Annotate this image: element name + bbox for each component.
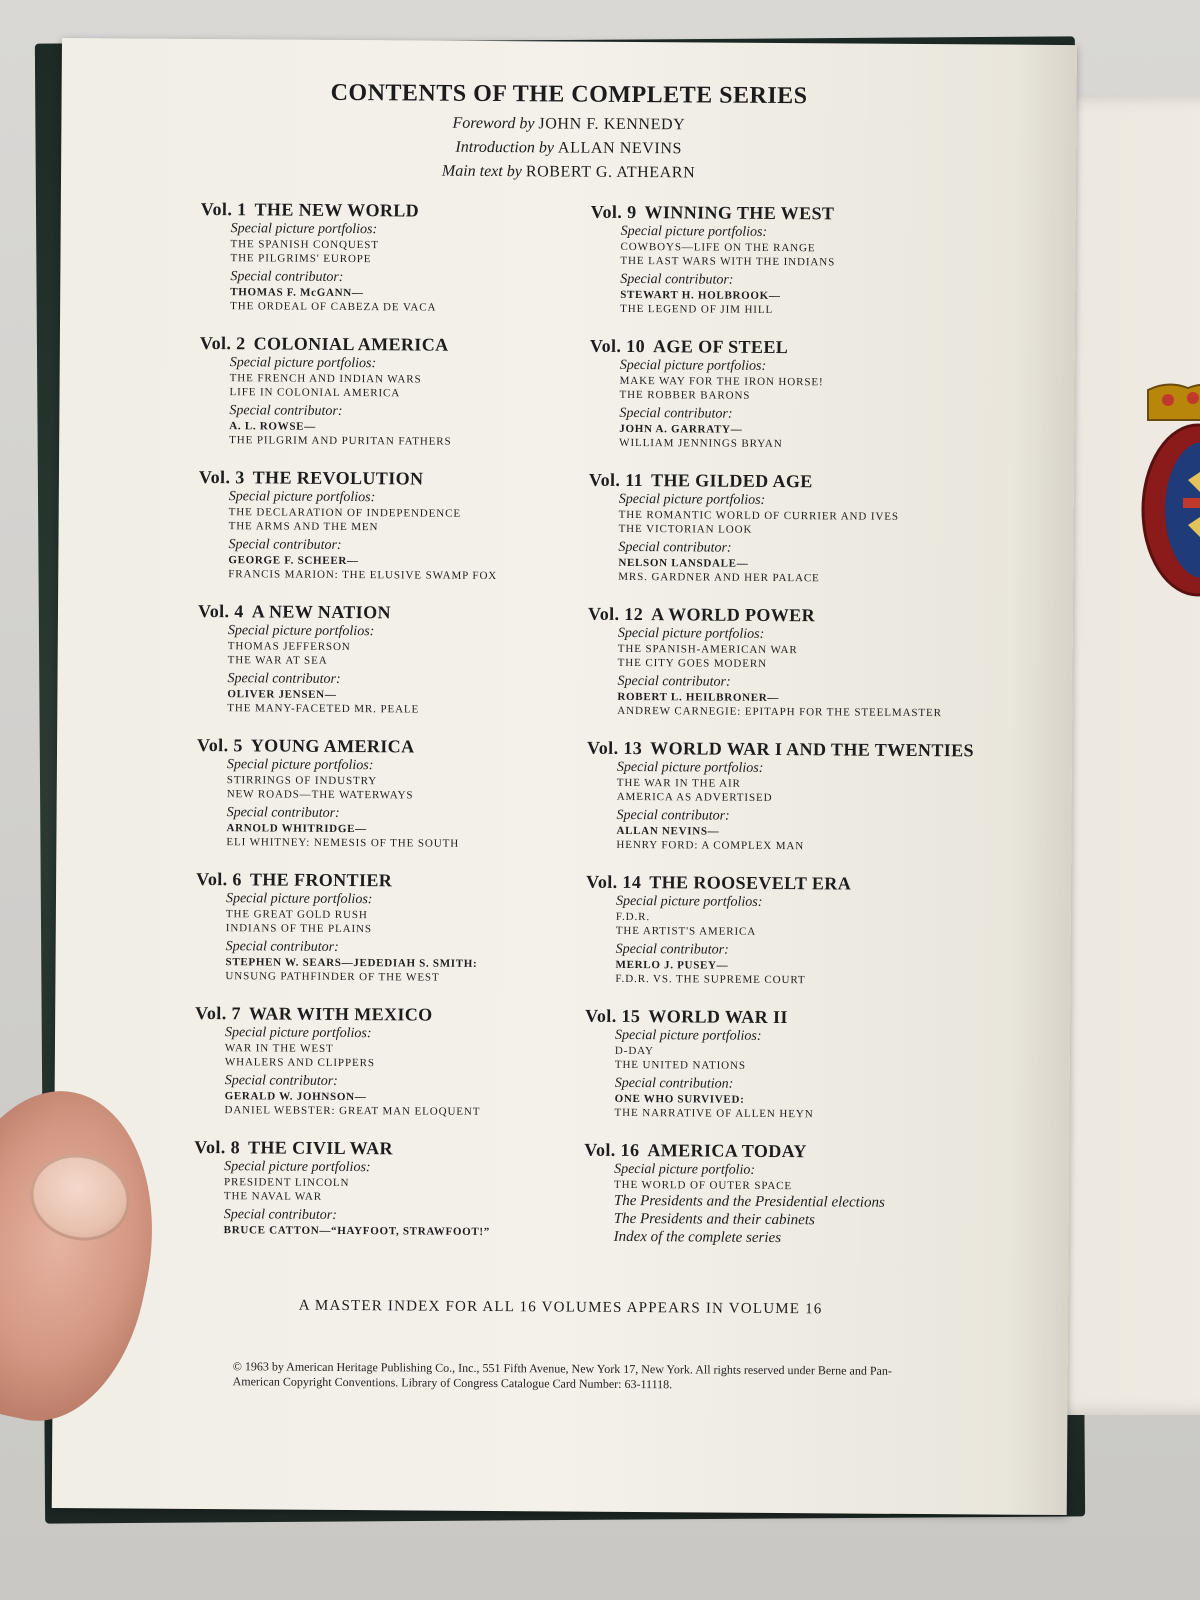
volume-entry xyxy=(194,1137,615,1240)
contributor-title: WILLIAM JENNINGS BRYAN xyxy=(619,436,783,451)
contributor-title: UNSUNG PATHFINDER OF THE WEST xyxy=(225,970,440,984)
portfolio-item: INDIANS OF THE PLAINS xyxy=(225,922,372,936)
volume-entry xyxy=(194,1003,615,1120)
contributor-title: THE MANY-FACETED MR. PEALE xyxy=(227,702,420,716)
volume-entry xyxy=(588,470,989,587)
portfolio-item: THE WORLD OF OUTER SPACE xyxy=(613,1178,793,1193)
volume-heading: Vol. 12 A WORLD POWER xyxy=(587,603,816,626)
portfolio-item: THE WAR AT SEA xyxy=(227,654,328,667)
portfolio-item: MAKE WAY FOR THE IRON HORSE! xyxy=(619,374,824,389)
contributor-name: MERLO J. PUSEY— xyxy=(615,958,729,972)
contributor-name: STEWART H. HOLBROOK— xyxy=(620,288,781,303)
contributor-label: Special contributor: xyxy=(227,671,341,687)
volume-heading: Vol. 1 THE NEW WORLD xyxy=(200,198,420,221)
page-title: CONTENTS OF THE COMPLETE SERIES xyxy=(330,79,808,110)
contributor-title: THE LEGEND OF JIM HILL xyxy=(620,302,774,316)
contributor-name: ALLAN NEVINS— xyxy=(616,824,720,838)
portfolio-label: Special picture portfolios: xyxy=(228,489,376,506)
contributor-name: NELSON LANSDALE— xyxy=(618,556,749,570)
volume-entry xyxy=(198,467,619,584)
coat-of-arms-icon xyxy=(1128,380,1200,600)
portfolio-item: STIRRINGS OF INDUSTRY xyxy=(226,774,378,788)
right-column xyxy=(583,202,990,1269)
portfolio-label: Special picture portfolios: xyxy=(227,623,375,640)
contributor-name: ROBERT L. HEILBRONER— xyxy=(617,690,780,705)
contributor-label: Special contributor: xyxy=(619,405,733,422)
contributor-title: F.D.R. VS. THE SUPREME COURT xyxy=(615,972,806,987)
contributor-name: A. L. ROWSE— xyxy=(229,420,316,433)
volume-entry xyxy=(199,333,620,450)
volume-heading: Vol. 14 THE ROOSEVELT ERA xyxy=(586,871,852,894)
contributor-name: OLIVER JENSEN— xyxy=(227,688,337,701)
introduction-credit: Introduction by ALLAN NEVINS xyxy=(455,138,683,158)
contributor-title: HENRY FORD: A COMPLEX MAN xyxy=(616,838,805,853)
volume-entry xyxy=(587,604,988,721)
portfolio-item: THE CITY GOES MODERN xyxy=(617,656,767,670)
volume-heading: Vol. 2 COLONIAL AMERICA xyxy=(199,332,449,355)
contributor-label: Special contribution: xyxy=(614,1075,734,1092)
volume-heading: Vol. 4 A NEW NATION xyxy=(197,600,391,623)
volume-heading: Vol. 15 WORLD WAR II xyxy=(585,1005,788,1028)
contributor-title: THE NARRATIVE OF ALLEN HEYN xyxy=(614,1106,814,1121)
portfolio-item: THE SPANISH-AMERICAN WAR xyxy=(617,642,798,657)
contributor-title: DANIEL WEBSTER: GREAT MAN ELOQUENT xyxy=(224,1104,481,1118)
contributor-label: Special contributor: xyxy=(618,539,732,556)
portfolio-label: Special picture portfolios: xyxy=(618,491,766,508)
portfolio-label: Special picture portfolios: xyxy=(617,625,765,642)
portfolio-item: THE PILGRIMS' EUROPE xyxy=(230,252,372,266)
contributor-name: BRUCE CATTON—“HAYFOOT, STRAWFOOT!” xyxy=(223,1224,491,1239)
portfolio-label: Special picture portfolios: xyxy=(224,1159,371,1176)
portfolio-label: Special picture portfolios: xyxy=(225,891,373,908)
portfolio-item: AMERICA AS ADVERTISED xyxy=(616,790,773,804)
volume-entry xyxy=(200,199,621,316)
page-header xyxy=(61,78,1077,188)
foreword-credit: Foreword by JOHN F. KENNEDY xyxy=(452,114,686,134)
contributor-label: Special contributor: xyxy=(620,271,734,288)
portfolio-label: Special picture portfolios: xyxy=(225,1025,372,1042)
portfolio-item: THE LAST WARS WITH THE INDIANS xyxy=(620,254,836,269)
portfolio-item: THE ARTIST'S AMERICA xyxy=(615,924,757,938)
left-column xyxy=(193,199,620,1260)
portfolio-item: F.D.R. xyxy=(615,910,651,924)
contributor-label: Special contributor: xyxy=(230,269,344,285)
contributor-title: FRANCIS MARION: THE ELUSIVE SWAMP FOX xyxy=(228,568,498,583)
volume-heading: Vol. 3 THE REVOLUTION xyxy=(198,466,424,489)
portfolio-label: Special picture portfolio: xyxy=(614,1161,756,1178)
contributor-name: ARNOLD WHITRIDGE— xyxy=(226,822,367,836)
volume-heading: Vol. 5 YOUNG AMERICA xyxy=(196,734,415,757)
contributor-title: ANDREW CARNEGIE: EPITAPH FOR THE STEELMASTER xyxy=(617,704,942,720)
contributor-label: Special contributor: xyxy=(616,807,730,824)
portfolio-item: THE FRENCH AND INDIAN WARS xyxy=(229,372,422,386)
portfolio-item: THE ROMANTIC WORLD OF CURRIER AND IVES xyxy=(618,508,900,523)
contributor-title: THE ORDEAL OF CABEZA DE VACA xyxy=(230,300,437,314)
contributor-label: Special contributor: xyxy=(615,941,729,958)
portfolio-label: Special picture portfolios: xyxy=(226,757,374,774)
contributor-label: Special contributor: xyxy=(229,403,343,419)
portfolio-item: THE DECLARATION OF INDEPENDENCE xyxy=(228,506,462,520)
contributor-title: ELI WHITNEY: NEMESIS OF THE SOUTH xyxy=(226,836,460,850)
main-text-credit: Main text by ROBERT G. ATHEARN xyxy=(441,162,696,182)
portfolio-label: Special picture portfolios: xyxy=(615,893,763,910)
portfolio-label: Special picture portfolios: xyxy=(229,355,377,372)
volume-entry xyxy=(589,336,990,453)
volume-heading: Vol. 16 AMERICA TODAY xyxy=(584,1139,807,1162)
volume-entry xyxy=(197,601,618,718)
volume-heading: Vol. 9 WINNING THE WEST xyxy=(590,201,835,224)
volume-heading: Vol. 6 THE FRONTIER xyxy=(196,868,393,891)
volume-heading: Vol. 11 THE GILDED AGE xyxy=(588,469,813,492)
portfolio-item: COWBOYS—LIFE ON THE RANGE xyxy=(620,240,816,255)
portfolio-item: THE ARMS AND THE MEN xyxy=(228,520,379,534)
contributor-label: Special contributor: xyxy=(223,1207,337,1223)
contributor-name: JOHN A. GARRATY— xyxy=(619,422,743,436)
volume-entry xyxy=(584,1006,985,1123)
portfolio-item: THE ROBBER BARONS xyxy=(619,388,751,402)
volume-entry xyxy=(196,735,617,852)
contributor-name: STEPHEN W. SEARS—JEDEDIAH S. SMITH: xyxy=(225,956,478,970)
contributor-name: ONE WHO SURVIVED: xyxy=(614,1092,745,1106)
portfolio-item: WHALERS AND CLIPPERS xyxy=(224,1056,375,1070)
portfolio-item: THE WAR IN THE AIR xyxy=(616,776,741,790)
contributor-name: THOMAS F. McGANN— xyxy=(230,286,364,300)
index-line: Index of the complete series xyxy=(613,1228,782,1247)
portfolio-item: PRESIDENT LINCOLN xyxy=(223,1176,350,1190)
contributor-title: THE PILGRIM AND PURITAN FATHERS xyxy=(229,434,452,448)
master-index-note: A MASTER INDEX FOR ALL 16 VOLUMES APPEARS IN VOLUME 16 xyxy=(298,1297,823,1318)
volume-entry xyxy=(590,202,991,319)
portfolio-item: THE UNITED NATIONS xyxy=(614,1058,746,1072)
portfolio-label: Special picture portfolios: xyxy=(616,759,764,776)
portfolio-label: Special picture portfolios: xyxy=(614,1027,762,1044)
volume-heading: Vol. 8 THE CIVIL WAR xyxy=(194,1136,393,1159)
volume-entry xyxy=(585,872,986,989)
portfolio-item: THE VICTORIAN LOOK xyxy=(618,522,753,536)
portfolio-item: D-DAY xyxy=(614,1044,654,1058)
contributor-title: MRS. GARDNER AND HER PALACE xyxy=(618,570,820,585)
portfolio-item: LIFE IN COLONIAL AMERICA xyxy=(229,386,401,400)
volume-heading: Vol. 13 WORLD WAR I AND THE TWENTIES xyxy=(586,737,975,761)
contributor-name: GERALD W. JOHNSON— xyxy=(224,1090,367,1104)
contributor-name: GEORGE F. SCHEER— xyxy=(228,554,359,568)
contributor-label: Special contributor: xyxy=(224,1073,338,1089)
contributor-label: Special contributor: xyxy=(225,939,339,955)
contributor-label: Special contributor: xyxy=(226,805,340,821)
volume-entry xyxy=(586,738,987,855)
portfolio-item: WAR IN THE WEST xyxy=(224,1042,334,1055)
volume-entry xyxy=(195,869,616,986)
volume-entry xyxy=(584,1140,985,1249)
portfolio-item: THE NAVAL WAR xyxy=(223,1190,323,1203)
contents-page xyxy=(52,38,1077,1515)
portfolio-label: Special picture portfolios: xyxy=(230,221,378,238)
contributor-label: Special contributor: xyxy=(228,537,342,553)
portfolio-label: Special picture portfolios: xyxy=(619,357,767,374)
index-line: The Presidents and their cabinets xyxy=(613,1210,815,1229)
index-line: The Presidents and the Presidential elections xyxy=(613,1192,885,1211)
portfolio-item: THE SPANISH CONQUEST xyxy=(230,238,379,252)
portfolio-label: Special picture portfolios: xyxy=(620,223,768,240)
volume-heading: Vol. 7 WAR WITH MEXICO xyxy=(195,1002,433,1025)
contributor-label: Special contributor: xyxy=(617,673,731,690)
portfolio-item: NEW ROADS—THE WATERWAYS xyxy=(226,788,414,802)
volume-heading: Vol. 10 AGE OF STEEL xyxy=(589,335,789,358)
copyright-notice: © 1963 by American Heritage Publishing Co., Inc., 551 Fifth Avenue, New York 17, New York. All rights reserved under Berne and Pan-American Copyright Conventions. Library of Congress Catalogue Card Number: 63-11118. xyxy=(232,1359,892,1392)
portfolio-item: THOMAS JEFFERSON xyxy=(227,640,351,654)
portfolio-item: THE GREAT GOLD RUSH xyxy=(225,908,368,922)
